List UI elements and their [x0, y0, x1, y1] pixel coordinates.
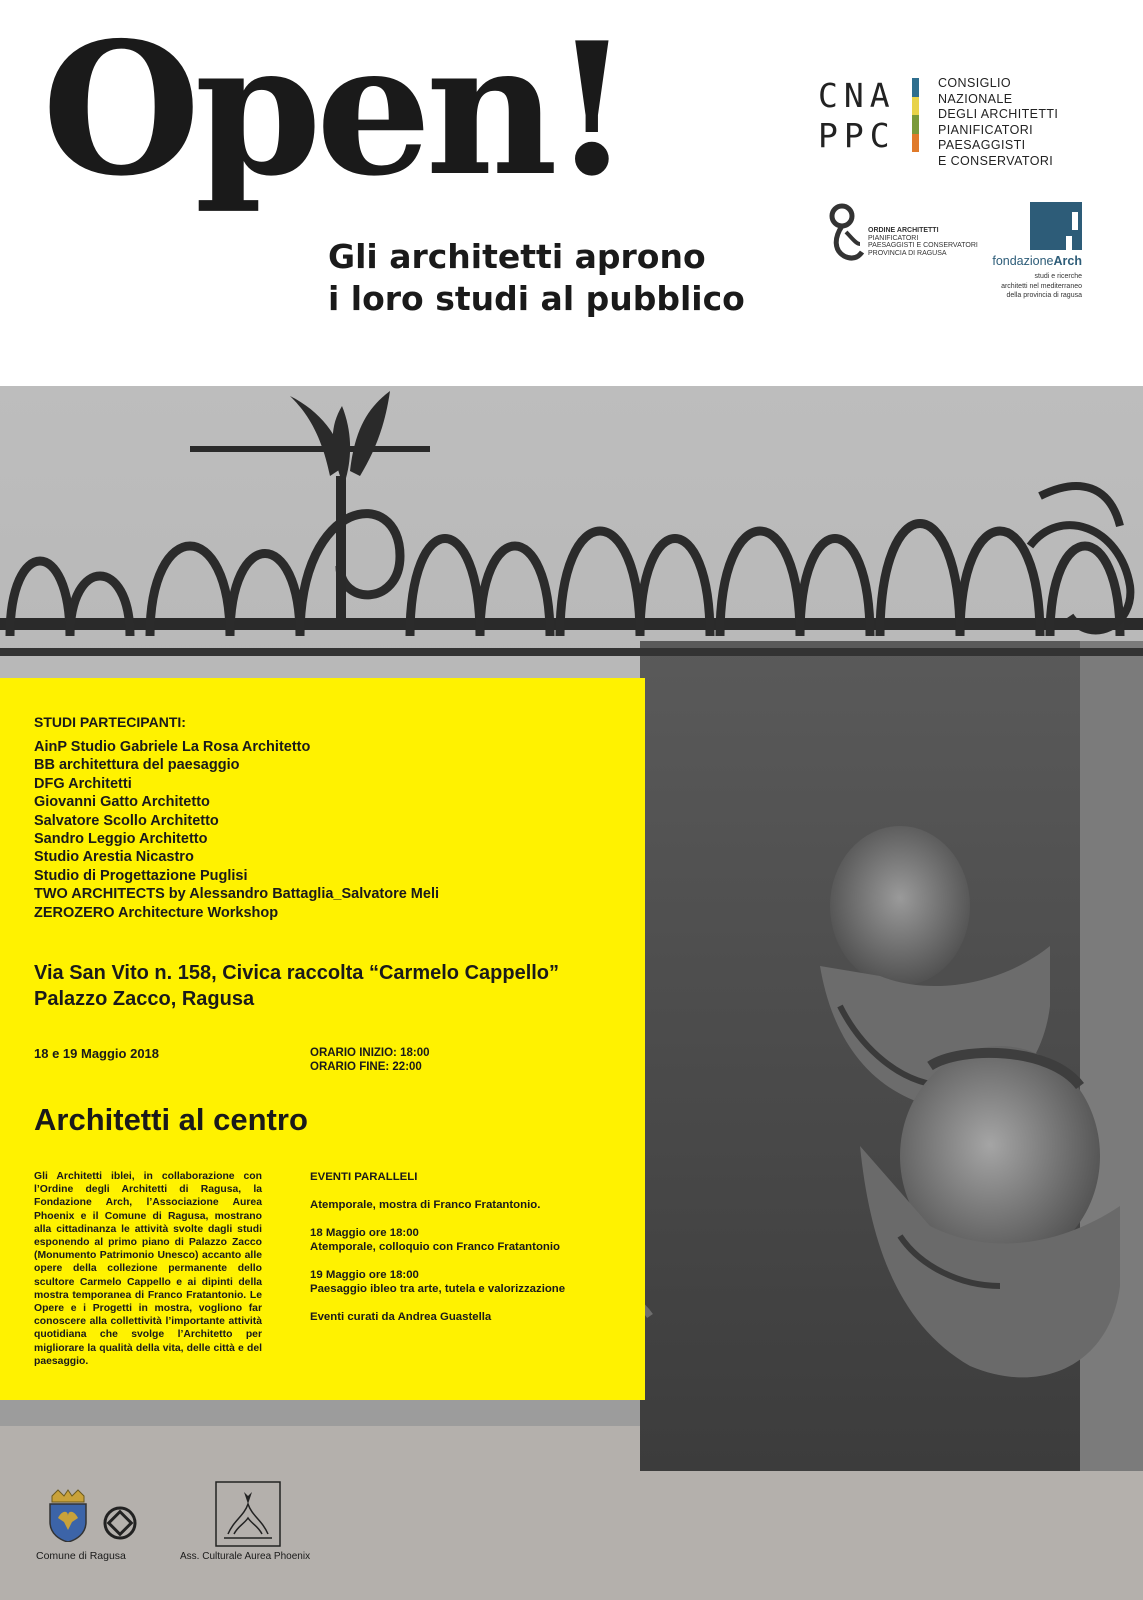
section-title: Architetti al centro: [34, 1102, 308, 1137]
studi-heading: STUDI PARTECIPANTI:: [34, 714, 186, 730]
description-text: Gli Architetti iblei, in collaborazione con l’Ordine degli Architetti di Ragusa, la Fondazione Arch, l’Associazione Aurea Phoenix e il Comune di Ragusa, mostrano alla cittadinanza le attività svolte dagli studi esponendo al primo piano di Palazzo Zacco (Monumento Patrimonio Unesco) accanto alle opere della collezione permanente dello scultore Carmelo Cappello e ai dipinti della mostra temporanea di Franco Fratantonio. Le Opere e i Progetti in mostra, vogliono far conoscere alla collettività l’importante attività quotidiana che svolge l’Architetto per migliorare la qualità della vita, delle città e del paesaggio.: [34, 1171, 262, 1367]
venue-address: [34, 960, 559, 1012]
fondazione-mark-icon: [1030, 202, 1082, 250]
event-curator: [310, 1310, 630, 1324]
poster-title: Open!: [42, 2, 626, 216]
list-item: Studio Arestia Nicastro: [34, 849, 194, 866]
list-item: Sandro Leggio Architetto: [34, 831, 208, 848]
curator-text: Eventi curati da Andrea Guastella: [310, 1311, 492, 1323]
fondazione-name-suffix: Arch: [1053, 254, 1082, 268]
event-date: 18 e 19 Maggio 2018: [34, 1046, 160, 1061]
cna-bar-segment: [912, 97, 919, 116]
studi-list: [34, 738, 439, 922]
event-date: 19 Maggio ore 18:00: [310, 1269, 419, 1281]
address-line-1: Via San Vito n. 158, Civica raccolta “Carmelo Cappello”: [34, 962, 560, 984]
cna-text-line: CONSIGLIO NAZIONALE: [938, 76, 1013, 106]
ordine-architetti-logo: [826, 202, 996, 272]
event-hours: [310, 1046, 430, 1074]
fondazione-sub-line: studi e ricerche: [1034, 273, 1082, 280]
parallel-events: [310, 1170, 630, 1338]
poster-subtitle: [328, 236, 745, 320]
fondazione-name: [992, 254, 1082, 268]
list-item: AinP Studio Gabriele La Rosa Architetto: [34, 739, 311, 755]
list-item: Salvatore Scollo Architetto: [34, 812, 219, 829]
ordine-text: [868, 227, 978, 257]
list-item: BB architettura del paesaggio: [34, 757, 240, 774]
subtitle-line-2: i loro studi al pubblico: [328, 279, 745, 318]
list-item: TWO ARCHITECTS by Alessandro Battaglia_Salvatore Meli: [34, 886, 440, 903]
ordine-text-line: PROVINCIA DI RAGUSA: [868, 249, 947, 257]
info-panel: [0, 678, 645, 1400]
cna-text: [938, 76, 1088, 169]
end-time: ORARIO FINE: 22:00: [310, 1061, 422, 1073]
cna-bar-segment: [912, 78, 919, 97]
cna-bar-segment: [912, 115, 919, 134]
cna-text-line: PIANIFICATORI: [938, 122, 1034, 137]
cna-text-line: E CONSERVATORI: [938, 153, 1054, 168]
partner-logos: [0, 1480, 400, 1600]
cna-letters-line-1: CNA: [818, 76, 896, 115]
event-item: [310, 1268, 630, 1296]
list-item: ZEROZERO Architecture Workshop: [34, 904, 279, 921]
list-item: Giovanni Gatto Architetto: [34, 794, 210, 811]
event-item: [310, 1226, 630, 1254]
unesco-heritage-icon: [103, 1506, 137, 1540]
cna-bar-segment: [912, 134, 919, 153]
cna-letters-line-2: PPC: [818, 116, 896, 155]
fondazione-subtitle: [1001, 272, 1082, 301]
events-heading: EVENTI PARALLELI: [310, 1171, 418, 1183]
aurea-label: Ass. Culturale Aurea Phoenix: [180, 1551, 311, 1562]
fondazione-sub-line: architetti nel mediterraneo: [1001, 282, 1082, 290]
ordine-text-line: PIANIFICATORI: [868, 234, 919, 242]
cna-letters: [818, 76, 896, 156]
event-date: 18 Maggio ore 18:00: [310, 1227, 419, 1239]
start-time: ORARIO INIZIO: 18:00: [310, 1047, 430, 1059]
aurea-phoenix-icon: [214, 1480, 282, 1548]
poster-header: [0, 0, 1143, 386]
fondazione-sub-line: della provincia di ragusa: [1006, 292, 1082, 299]
ordine-mark-icon: [826, 202, 866, 270]
comune-label: Comune di Ragusa: [36, 1550, 126, 1562]
cna-text-line: DEGLI ARCHITETTI: [938, 107, 1059, 121]
event-title: Paesaggio ibleo tra arte, tutela e valorizzazione: [310, 1283, 566, 1295]
ordine-text-line: PAESAGGISTI E CONSERVATORI: [868, 242, 978, 250]
event-item: [310, 1198, 630, 1212]
fondazione-arch-logo: [978, 202, 1088, 302]
cna-color-bar: [912, 78, 919, 152]
fondazione-name-prefix: fondazione: [992, 254, 1054, 268]
subtitle-line-1: Gli architetti aprono: [328, 237, 706, 276]
event-title: Atemporale, mostra di Franco Fratantonio.: [310, 1199, 541, 1211]
address-line-2: Palazzo Zacco, Ragusa: [34, 988, 255, 1010]
comune-crest-icon: [46, 1488, 90, 1542]
event-title: Atemporale, colloquio con Franco Fratantonio: [310, 1241, 560, 1253]
ordine-text-line: ORDINE ARCHITETTI: [868, 227, 939, 234]
cna-text-line: PAESAGGISTI: [938, 138, 1026, 152]
cna-ppc-logo: [818, 76, 1088, 168]
list-item: Studio di Progettazione Puglisi: [34, 867, 248, 884]
list-item: DFG Architetti: [34, 775, 132, 792]
